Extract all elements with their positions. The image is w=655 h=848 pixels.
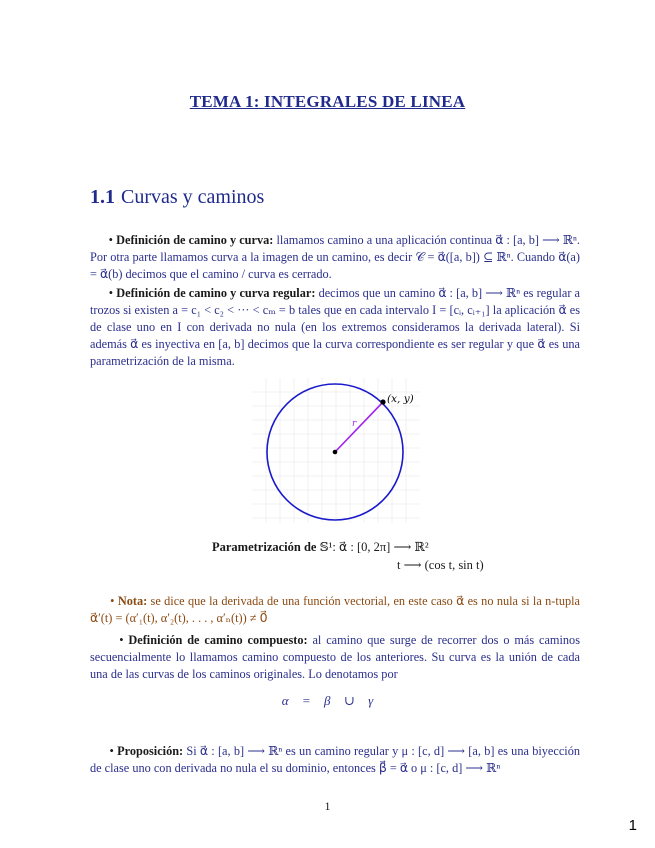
- section-title: Curvas y caminos: [121, 186, 265, 208]
- paragraph-camino-regular: [90, 285, 580, 370]
- paragraph-text: decimos que un camino α⃗ : [a, b] ⟶ ℝⁿ es regular a trozos si existen a = c₁ < c₂ < ··· < cₘ = b tales que en cada intervalo I = [cᵢ, cᵢ₊₁] la aplicación α⃗ es de clase uno en I con derivada no nula (en los extremos consideramos la derivada lateral). Si además α⃗ es inyectiva en [a, b] decimos que la curva correspondiente es ser regular y que α⃗ es una parametrización de la misma.: [90, 286, 581, 368]
- union-equation: 𝒞α⃗ = 𝒞β⃗ ∪ 𝒞γ⃗: [271, 693, 384, 708]
- bullet-icon: •: [108, 286, 114, 300]
- paragraph-text: al camino que surge de recorrer dos o más caminos secuencialmente lo llamamos camino compuesto de los anteriores. Su curva es la unión de cada una de las curvas de los caminos originales. Lo denotamos por: [90, 633, 580, 681]
- paragraph-text: se dice que la derivada de una función vectorial, en este caso α⃗ es no nula si la n-tupla α⃗′(t) = (α′₁(t), α′₂(t), . . . , α′ₙ(t)) ≠ 0⃗: [90, 594, 580, 625]
- section-heading: [90, 186, 264, 209]
- page-title: TEMA 1: INTEGRALES DE LINEA: [189, 92, 466, 111]
- page-number: 1: [324, 799, 331, 813]
- paragraph-camino-compuesto: [90, 632, 580, 683]
- bullet-icon: •: [108, 233, 113, 247]
- paragraph-lead: Definición de camino y curva:: [116, 233, 274, 247]
- bullet-icon: •: [119, 633, 124, 647]
- center-point: [333, 450, 338, 455]
- paragraph-nota: [90, 593, 580, 627]
- paragraph-proposicion: [90, 743, 580, 777]
- paragraph-lead: Nota:: [117, 594, 148, 608]
- curve-point: [380, 399, 385, 404]
- viewer-page-indicator: 1: [628, 817, 637, 834]
- circle-figure: [252, 378, 420, 523]
- section-number: 1.1: [90, 186, 115, 208]
- point-label: (x, y): [387, 393, 414, 405]
- paragraph-text: Si α⃗ : [a, b] ⟶ ℝⁿ es un camino regular y μ : [c, d] ⟶ [a, b] es una biyección de clase uno con derivada no nula el su dominio, entonces β⃗ = α⃗ o μ : [c, d] ⟶ ℝⁿ: [90, 744, 580, 775]
- figure-caption: [212, 538, 484, 574]
- paragraph-lead: Proposición:: [117, 744, 184, 758]
- caption-lead: Parametrización de: [212, 540, 317, 554]
- paragraph-text: llamamos camino a una aplicación continua α⃗ : [a, b] ⟶ ℝⁿ. Por otra parte llamamos curva a la imagen de un camino, es decir 𝒞 = α⃗([a, b]) ⊆ ℝⁿ. Cuando α⃗(a) = α⃗(b) decimos que el camino / curva es cerrado.: [90, 233, 580, 281]
- caption-line2: t ⟶ (cos t, sin t): [397, 558, 484, 572]
- paragraph-lead: Definición de camino y curva regular:: [116, 286, 316, 300]
- bullet-icon: •: [109, 744, 114, 758]
- paragraph-camino-curva: [90, 232, 580, 283]
- radius-line: [335, 402, 383, 452]
- paragraph-lead: Definición de camino compuesto:: [128, 633, 308, 647]
- radius-label: r: [352, 419, 357, 429]
- bullet-icon: •: [110, 594, 115, 608]
- caption-rest: 𝕊¹: α⃗ : [0, 2π] ⟶ ℝ²: [316, 540, 429, 554]
